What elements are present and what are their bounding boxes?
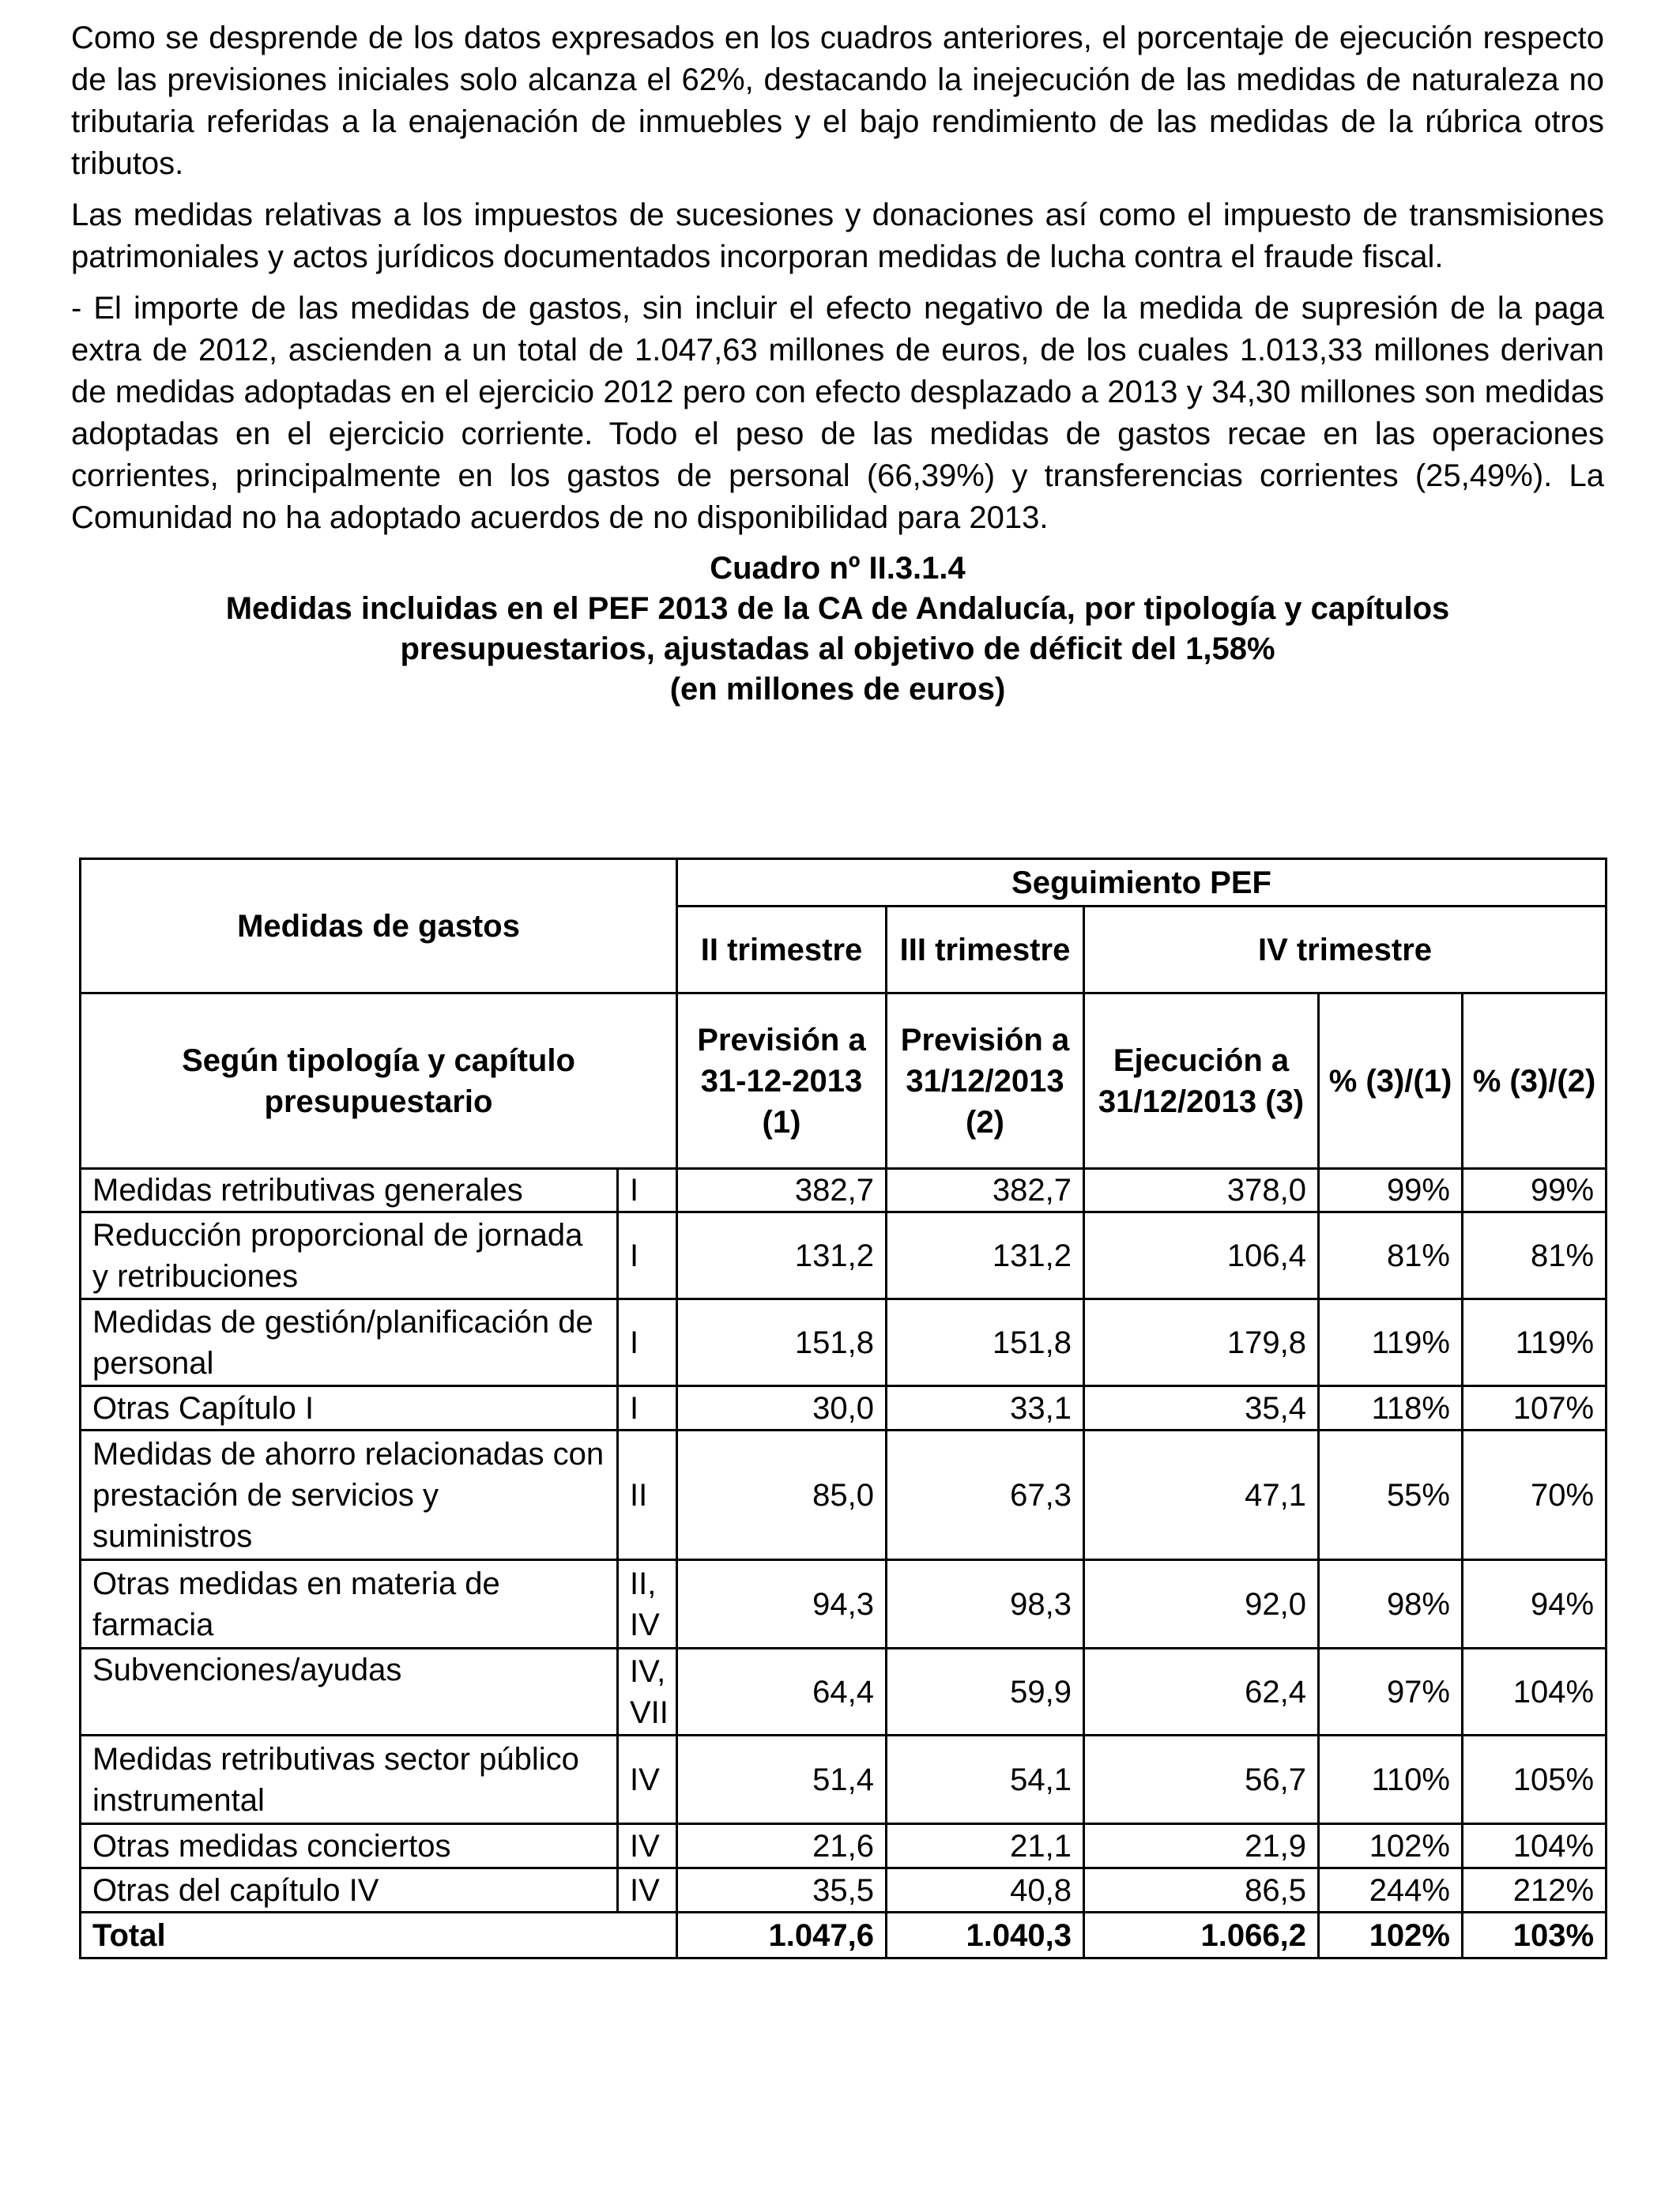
row-chapter: II [618, 1431, 677, 1560]
header-q4: IV trimestre [1084, 907, 1607, 993]
row-prevision-1: 35,5 [677, 1868, 887, 1913]
table-row [81, 1868, 1607, 1913]
row-prevision-1: 94,3 [677, 1560, 887, 1649]
total-prevision-1: 1.047,6 [677, 1913, 887, 1958]
header-q2: II trimestre [677, 907, 887, 993]
row-prevision-1: 131,2 [677, 1212, 887, 1299]
row-label: Reducción proporcional de jornada y retribuciones [81, 1212, 618, 1299]
row-pct-3-1: 55% [1319, 1431, 1463, 1560]
row-pct-3-1: 98% [1319, 1560, 1463, 1649]
row-prevision-2: 33,1 [887, 1386, 1084, 1431]
row-pct-3-2: 119% [1463, 1299, 1607, 1386]
row-prevision-1: 21,6 [677, 1824, 887, 1868]
row-chapter: I [618, 1169, 677, 1212]
paragraph-2: Las medidas relativas a los impuestos de sucesiones y donaciones así como el impuesto de transmisiones patrimoniales y actos jurídicos documentados incorporan medidas de lucha contra el fraude fiscal. [71, 198, 1604, 274]
table-row [81, 1736, 1607, 1824]
row-ejecucion: 47,1 [1084, 1431, 1319, 1560]
row-prevision-2: 21,1 [887, 1824, 1084, 1868]
row-prevision-2: 67,3 [887, 1431, 1084, 1560]
table-row [81, 1212, 1607, 1299]
row-pct-3-2: 104% [1463, 1649, 1607, 1736]
row-chapter: IV [618, 1824, 677, 1868]
total-pct-3-1: 102% [1319, 1913, 1463, 1958]
measures-table [79, 858, 1607, 1959]
row-pct-3-2: 107% [1463, 1386, 1607, 1431]
row-prevision-2: 59,9 [887, 1649, 1084, 1736]
row-pct-3-2: 94% [1463, 1560, 1607, 1649]
row-ejecucion: 92,0 [1084, 1560, 1319, 1649]
paragraph-1: Como se desprende de los datos expresados en los cuadros anteriores, el porcentaje de ejecución respecto de las previsiones iniciales solo alcanza el 62%, destacando la inejecución de las medidas de naturaleza no tributaria referidas a la enajenación de inmuebles y el bajo rendimiento de las medidas de la rúbrica otros tributos. [71, 21, 1604, 181]
row-ejecucion: 21,9 [1084, 1824, 1319, 1868]
row-pct-3-1: 102% [1319, 1824, 1463, 1868]
header-prevision-1: Previsión a 31-12-2013 (1) [677, 993, 887, 1169]
total-label: Total [81, 1913, 677, 1958]
row-pct-3-1: 97% [1319, 1649, 1463, 1736]
total-pct-3-2: 103% [1463, 1913, 1607, 1958]
row-chapter: IV, VII [618, 1649, 677, 1736]
header-tipologia: Según tipología y capítulo presupuestario [81, 993, 677, 1169]
row-prevision-2: 98,3 [887, 1560, 1084, 1649]
header-medidas-gastos: Medidas de gastos [81, 859, 677, 993]
table-row [81, 1431, 1607, 1560]
header-ejecucion: Ejecución a 31/12/2013 (3) [1084, 993, 1319, 1169]
row-ejecucion: 86,5 [1084, 1868, 1319, 1913]
row-chapter: I [618, 1386, 677, 1431]
row-pct-3-1: 244% [1319, 1868, 1463, 1913]
total-prevision-2: 1.040,3 [887, 1913, 1084, 1958]
header-pct-3-1: % (3)/(1) [1319, 993, 1463, 1169]
row-chapter: I [618, 1299, 677, 1386]
row-ejecucion: 378,0 [1084, 1169, 1319, 1212]
row-prevision-1: 30,0 [677, 1386, 887, 1431]
document-page [71, 17, 1604, 710]
row-prevision-1: 64,4 [677, 1649, 887, 1736]
row-pct-3-2: 212% [1463, 1868, 1607, 1913]
row-pct-3-2: 99% [1463, 1169, 1607, 1212]
row-pct-3-2: 81% [1463, 1212, 1607, 1299]
total-ejecucion: 1.066,2 [1084, 1913, 1319, 1958]
row-prevision-2: 131,2 [887, 1212, 1084, 1299]
row-pct-3-1: 119% [1319, 1299, 1463, 1386]
table-units: (en millones de euros) [669, 672, 1006, 707]
row-prevision-2: 382,7 [887, 1169, 1084, 1212]
table-row [81, 1560, 1607, 1649]
table-number: Cuadro nº II.3.1.4 [710, 551, 966, 586]
row-ejecucion: 62,4 [1084, 1649, 1319, 1736]
row-prevision-2: 54,1 [887, 1736, 1084, 1824]
row-chapter: IV [618, 1868, 677, 1913]
row-pct-3-1: 110% [1319, 1736, 1463, 1824]
header-q3: III trimestre [887, 907, 1084, 993]
total-row [81, 1913, 1607, 1958]
row-label: Otras medidas en materia de farmacia [81, 1560, 618, 1649]
row-prevision-2: 40,8 [887, 1868, 1084, 1913]
row-label: Medidas retributivas generales [81, 1169, 618, 1212]
row-pct-3-2: 70% [1463, 1431, 1607, 1560]
row-chapter: II, IV [618, 1560, 677, 1649]
row-pct-3-1: 118% [1319, 1386, 1463, 1431]
row-ejecucion: 179,8 [1084, 1299, 1319, 1386]
table-title-line-1: Medidas incluidas en el PEF 2013 de la CA de Andalucía, por tipología y capítulos [225, 591, 1450, 626]
paragraph-3: - El importe de las medidas de gastos, sin incluir el efecto negativo de la medida de supresión de la paga extra de 2012, ascienden a un total de 1.047,63 millones de euros, de los cuales 1.013,33 millones derivan de medidas adoptadas en el ejercicio 2012 pero con efecto desplazado a 2013 y 34,30 millones son medidas adoptadas en el ejercicio corriente. Todo el peso de las medidas de gastos recae en las operaciones corrientes, principalmente en los gastos de personal (66,39%) y transferencias corrientes (25,49%). La Comunidad no ha adoptado acuerdos de no disponibilidad para 2013. [71, 291, 1604, 535]
table-row [81, 1649, 1607, 1736]
row-prevision-2: 151,8 [887, 1299, 1084, 1386]
row-label: Otras Capítulo I [81, 1386, 618, 1431]
row-prevision-1: 51,4 [677, 1736, 887, 1824]
row-label: Otras del capítulo IV [81, 1868, 618, 1913]
row-ejecucion: 106,4 [1084, 1212, 1319, 1299]
table-row [81, 1386, 1607, 1431]
table-title-line-2: presupuestarios, ajustadas al objetivo de déficit del 1,58% [400, 631, 1275, 666]
row-chapter: IV [618, 1736, 677, 1824]
header-pct-3-2: % (3)/(2) [1463, 993, 1607, 1169]
row-ejecucion: 56,7 [1084, 1736, 1319, 1824]
header-prevision-2: Previsión a 31/12/2013 (2) [887, 993, 1084, 1169]
header-seguimiento-pef: Seguimiento PEF [677, 859, 1607, 907]
row-pct-3-1: 99% [1319, 1169, 1463, 1212]
table-caption [71, 548, 1604, 710]
row-prevision-1: 85,0 [677, 1431, 887, 1560]
row-label: Subvenciones/ayudas [81, 1649, 618, 1736]
row-label: Medidas retributivas sector público instrumental [81, 1736, 618, 1824]
table-row [81, 1299, 1607, 1386]
row-label: Otras medidas conciertos [81, 1824, 618, 1868]
table-row [81, 1169, 1607, 1212]
row-prevision-1: 382,7 [677, 1169, 887, 1212]
row-prevision-1: 151,8 [677, 1299, 887, 1386]
row-pct-3-2: 104% [1463, 1824, 1607, 1868]
row-label: Medidas de gestión/planificación de personal [81, 1299, 618, 1386]
row-pct-3-1: 81% [1319, 1212, 1463, 1299]
row-pct-3-2: 105% [1463, 1736, 1607, 1824]
row-chapter: I [618, 1212, 677, 1299]
row-label: Medidas de ahorro relacionadas con prestación de servicios y suministros [81, 1431, 618, 1560]
table-row [81, 1824, 1607, 1868]
row-ejecucion: 35,4 [1084, 1386, 1319, 1431]
